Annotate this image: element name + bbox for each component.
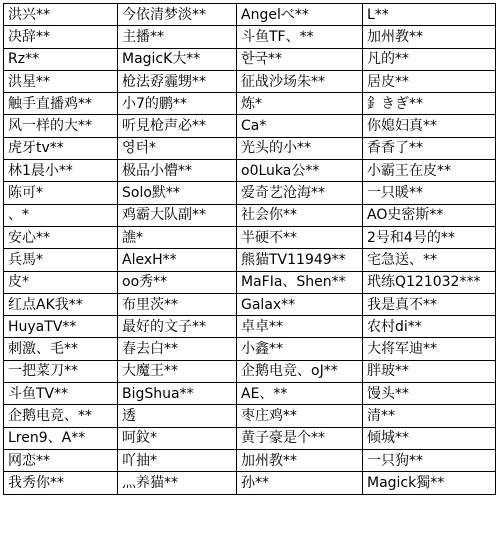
table-cell: BigShua** [118,383,237,405]
table-cell: 一把菜刀** [4,360,118,382]
table-cell: 企鹅电竞、oJ** [237,360,363,382]
table-cell: HuyaTV** [4,316,118,338]
table-cell: 小鑫** [237,338,363,360]
table-cell: 鸡霸大队副** [118,204,237,226]
table-cell: 枣庄鸡** [237,405,363,427]
table-row [4,137,496,159]
table-row [4,93,496,115]
table-cell: 、* [4,204,118,226]
table-cell: 卓卓** [237,316,363,338]
table-row [4,449,496,471]
table-cell: 洪兴** [4,4,118,26]
table-cell: 炼* [237,93,363,115]
table-cell: o0Luka公** [237,160,363,182]
table-body [4,4,496,495]
table-cell: Solo默** [118,182,237,204]
table-cell: 网恋** [4,449,118,471]
table-cell: 小霸王在皮** [363,160,496,182]
table-cell: 香香了** [363,137,496,159]
table-cell: 清** [363,405,496,427]
table-cell: 我是真不** [363,293,496,315]
table-cell: 熊猫TV11949** [237,249,363,271]
table-row [4,383,496,405]
table-cell: 玳练Q121032*** [363,271,496,293]
table-cell: 胖玻** [363,360,496,382]
table-cell: 倾城** [363,427,496,449]
table-cell: oo秀** [118,271,237,293]
table-cell: 布里茨** [118,293,237,315]
table-row [4,26,496,48]
table-cell: 听見枪声必** [118,115,237,137]
table-cell: 安心** [4,226,118,248]
table-row [4,48,496,70]
table-cell: 征战沙场朱** [237,70,363,92]
table-cell: 触手直播鸡** [4,93,118,115]
table-cell: 你媳妇真** [363,115,496,137]
table-row [4,316,496,338]
table-cell: 斗鱼TV** [4,383,118,405]
table-cell: 한국** [237,48,363,70]
table-row [4,427,496,449]
table-cell: 光头的小** [237,137,363,159]
table-cell: 黄子豪是个** [237,427,363,449]
table-cell: 洪星** [4,70,118,92]
table-cell: 加州教** [237,449,363,471]
table-row [4,360,496,382]
table-row [4,271,496,293]
table-row [4,338,496,360]
table-cell: Lren9、A** [4,427,118,449]
table-cell: 皮* [4,271,118,293]
table-row [4,293,496,315]
table-cell: 最好的文子** [118,316,237,338]
table-cell: 农村di** [363,316,496,338]
table-cell: 红点AK我** [4,293,118,315]
table-cell: 今依清梦淡** [118,4,237,26]
table-cell: 社会你** [237,204,363,226]
table-cell: AlexH** [118,249,237,271]
table-row [4,204,496,226]
table-cell: 呵鈫* [118,427,237,449]
table-cell: 兵馬* [4,249,118,271]
table-cell: Ca* [237,115,363,137]
table-cell: 半硬不** [237,226,363,248]
table-cell: 居皮** [363,70,496,92]
table-row [4,226,496,248]
table-row [4,160,496,182]
table-cell: 极品小懵** [118,160,237,182]
table-cell: 宅急送、** [363,249,496,271]
table-cell: 灬养猫** [118,472,237,494]
table-cell: Galax** [237,293,363,315]
table-cell: 吖抽* [118,449,237,471]
table-cell: 陈可* [4,182,118,204]
table-cell: MaFIa、Shen** [237,271,363,293]
table-row [4,405,496,427]
table-row [4,70,496,92]
table-cell: 2号和4号的** [363,226,496,248]
table-cell: AE、** [237,383,363,405]
table-cell: 企鹅电竞、** [4,405,118,427]
table-cell: 小7的鹏** [118,93,237,115]
table-cell: L** [363,4,496,26]
table-cell: 加州教** [363,26,496,48]
table-cell: Magick獨** [363,472,496,494]
table-cell: 馒头** [363,383,496,405]
table-cell: 大将军迪** [363,338,496,360]
table-cell: 譙* [118,226,237,248]
table-cell: 刺激、毛** [4,338,118,360]
table-cell: MagicK大** [118,48,237,70]
table-cell: 春去白** [118,338,237,360]
table-cell: Angelべ** [237,4,363,26]
table-cell: 透 [118,405,237,427]
table-cell: 一只狗** [363,449,496,471]
table-cell: 斗鱼TF、** [237,26,363,48]
table-row [4,182,496,204]
table-cell: 釒きぎ** [363,93,496,115]
table-cell: AO史密斯** [363,204,496,226]
table-cell: 凡的** [363,48,496,70]
table-cell: 枪法孬霾甥** [118,70,237,92]
table-row [4,115,496,137]
table-cell: 孙** [237,472,363,494]
table-cell: 我秀你** [4,472,118,494]
table-row [4,472,496,494]
table-cell: Rz** [4,48,118,70]
table-cell: 虎牙tv** [4,137,118,159]
table-cell: 林1晨小** [4,160,118,182]
table-row [4,249,496,271]
table-cell: 爱奇艺沧海** [237,182,363,204]
table-row [4,4,496,26]
table-cell: 决辞** [4,26,118,48]
table-cell: 主播** [118,26,237,48]
table-cell: 영터* [118,137,237,159]
table-cell: 一只暖** [363,182,496,204]
table-cell: 大魔王** [118,360,237,382]
name-table [3,3,496,495]
table-cell: 风一样的大** [4,115,118,137]
